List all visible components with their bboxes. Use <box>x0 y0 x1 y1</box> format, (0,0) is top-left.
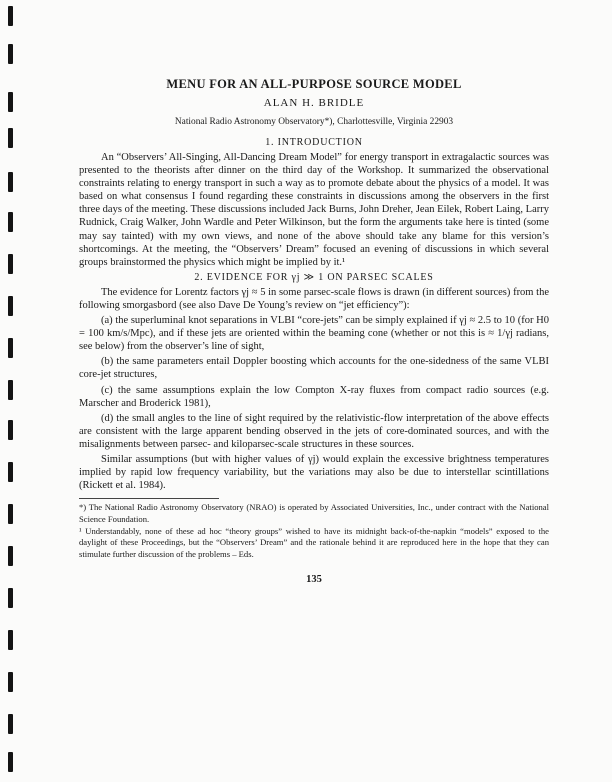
footnote-rule <box>79 498 219 499</box>
binding-hole <box>8 6 13 26</box>
binding-hole <box>8 588 13 608</box>
footnote-nrao: *) The National Radio Astronomy Observatory (NRAO) is operated by Associated Universities, Inc., under contract with the National Science Foundation. <box>79 502 549 524</box>
binding-hole <box>8 380 13 400</box>
binding-hole <box>8 504 13 524</box>
footnote-editors: ¹ Understandably, none of these ad hoc “theory groups” wished to have its midnight back-of-the-napkin “models” exposed to the daylight of these Proceedings, but the “Observers’ Dream” and the rationale behind it are reproduced here in the hope that they can stimulate further discussion of the problems – Eds. <box>79 526 549 559</box>
binding-hole <box>8 752 13 772</box>
binding-hole <box>8 462 13 482</box>
binding-hole <box>8 296 13 316</box>
binding-hole <box>8 546 13 566</box>
binding-hole <box>8 92 13 112</box>
paper-title: MENU FOR AN ALL-PURPOSE SOURCE MODEL <box>166 77 462 91</box>
binding-hole <box>8 172 13 192</box>
binding-hole <box>8 338 13 358</box>
evidence-item-c: (c) the same assumptions explain the low Compton X-ray fluxes from compact radio sources (e.g. Marscher and Broderick 1981), <box>79 384 549 409</box>
binding-hole <box>8 630 13 650</box>
evidence-item-d: (d) the small angles to the line of sight required by the relativistic-flow interpretation of the above effects are consistent with the large apparent bending observed in the jets of core-dominated sources, and with the misalignments between parsec- and kiloparsec-scale structures in these sources. <box>79 412 549 450</box>
evidence-paragraph: The evidence for Lorentz factors γj ≈ 5 in some parsec-scale flows is drawn (in different sources) from the following smorgasbord (see also Dave De Young’s review on “jet efficiency”): <box>79 286 549 311</box>
evidence-item-b: (b) the same parameters entail Doppler boosting which accounts for the one-sidedness of the same VLBI core-jet structures, <box>79 356 549 381</box>
paper-page <box>79 76 549 585</box>
evidence-paragraph-closing: Similar assumptions (but with higher values of γj) would explain the excessive brightness temperatures implied by rapid low frequency variability, but the variations may also be due to interstellar scintillations (Rickett et al. 1984). <box>79 453 549 492</box>
binding-holes <box>8 0 16 782</box>
evidence-item-a: (a) the superluminal knot separations in VLBI “core-jets” can be simply explained if γj ≈ 2.5 to 10 (for H0 = 100 km/s/Mpc), and if these jets are oriented within the beaming cone (whether or not this is ≈ 1/γj radians, see below) from the observer’s line of sight, <box>79 315 549 353</box>
binding-hole <box>8 44 13 64</box>
binding-hole <box>8 714 13 734</box>
intro-paragraph: An “Observers’ All-Singing, All-Dancing Dream Model” for energy transport in extragalactic sources was presented to the theorists after dinner on the third day of the Workshop. It summarized the observational constraints relating to energy transport in such a way as to promote debate about the physics of a model. It was based on what consensus I found regarding these constraints in discussions among the observers in the first three days of the meeting. These discussions included Jack Burns, John Dreher, Jean Eilek, Robert Laing, Larry Rudnick, Craig Walker, John Wardle and Peter Wilkinson, but the form the arguments take here is tinted (some may say tainted) with my own views, and none of the above should take any blame for this version’s shortcomings. At the meeting, the “Observers’ Dream” focused an evening of discussions in which several groups brainstormed the physics which might be implied by it.¹ <box>79 152 549 268</box>
binding-hole <box>8 672 13 692</box>
binding-hole <box>8 128 13 148</box>
section-heading-evidence: 2. EVIDENCE FOR γj ≫ 1 ON PARSEC SCALES <box>194 271 434 283</box>
author-affiliation: National Radio Astronomy Observatory*), Charlottesville, Virginia 22903 <box>174 117 454 127</box>
binding-hole <box>8 254 13 274</box>
section-heading-introduction: 1. INTRODUCTION <box>265 137 363 148</box>
author-name: ALAN H. BRIDLE <box>263 97 365 109</box>
page-number: 135 <box>306 574 322 586</box>
binding-hole <box>8 212 13 232</box>
binding-hole <box>8 420 13 440</box>
